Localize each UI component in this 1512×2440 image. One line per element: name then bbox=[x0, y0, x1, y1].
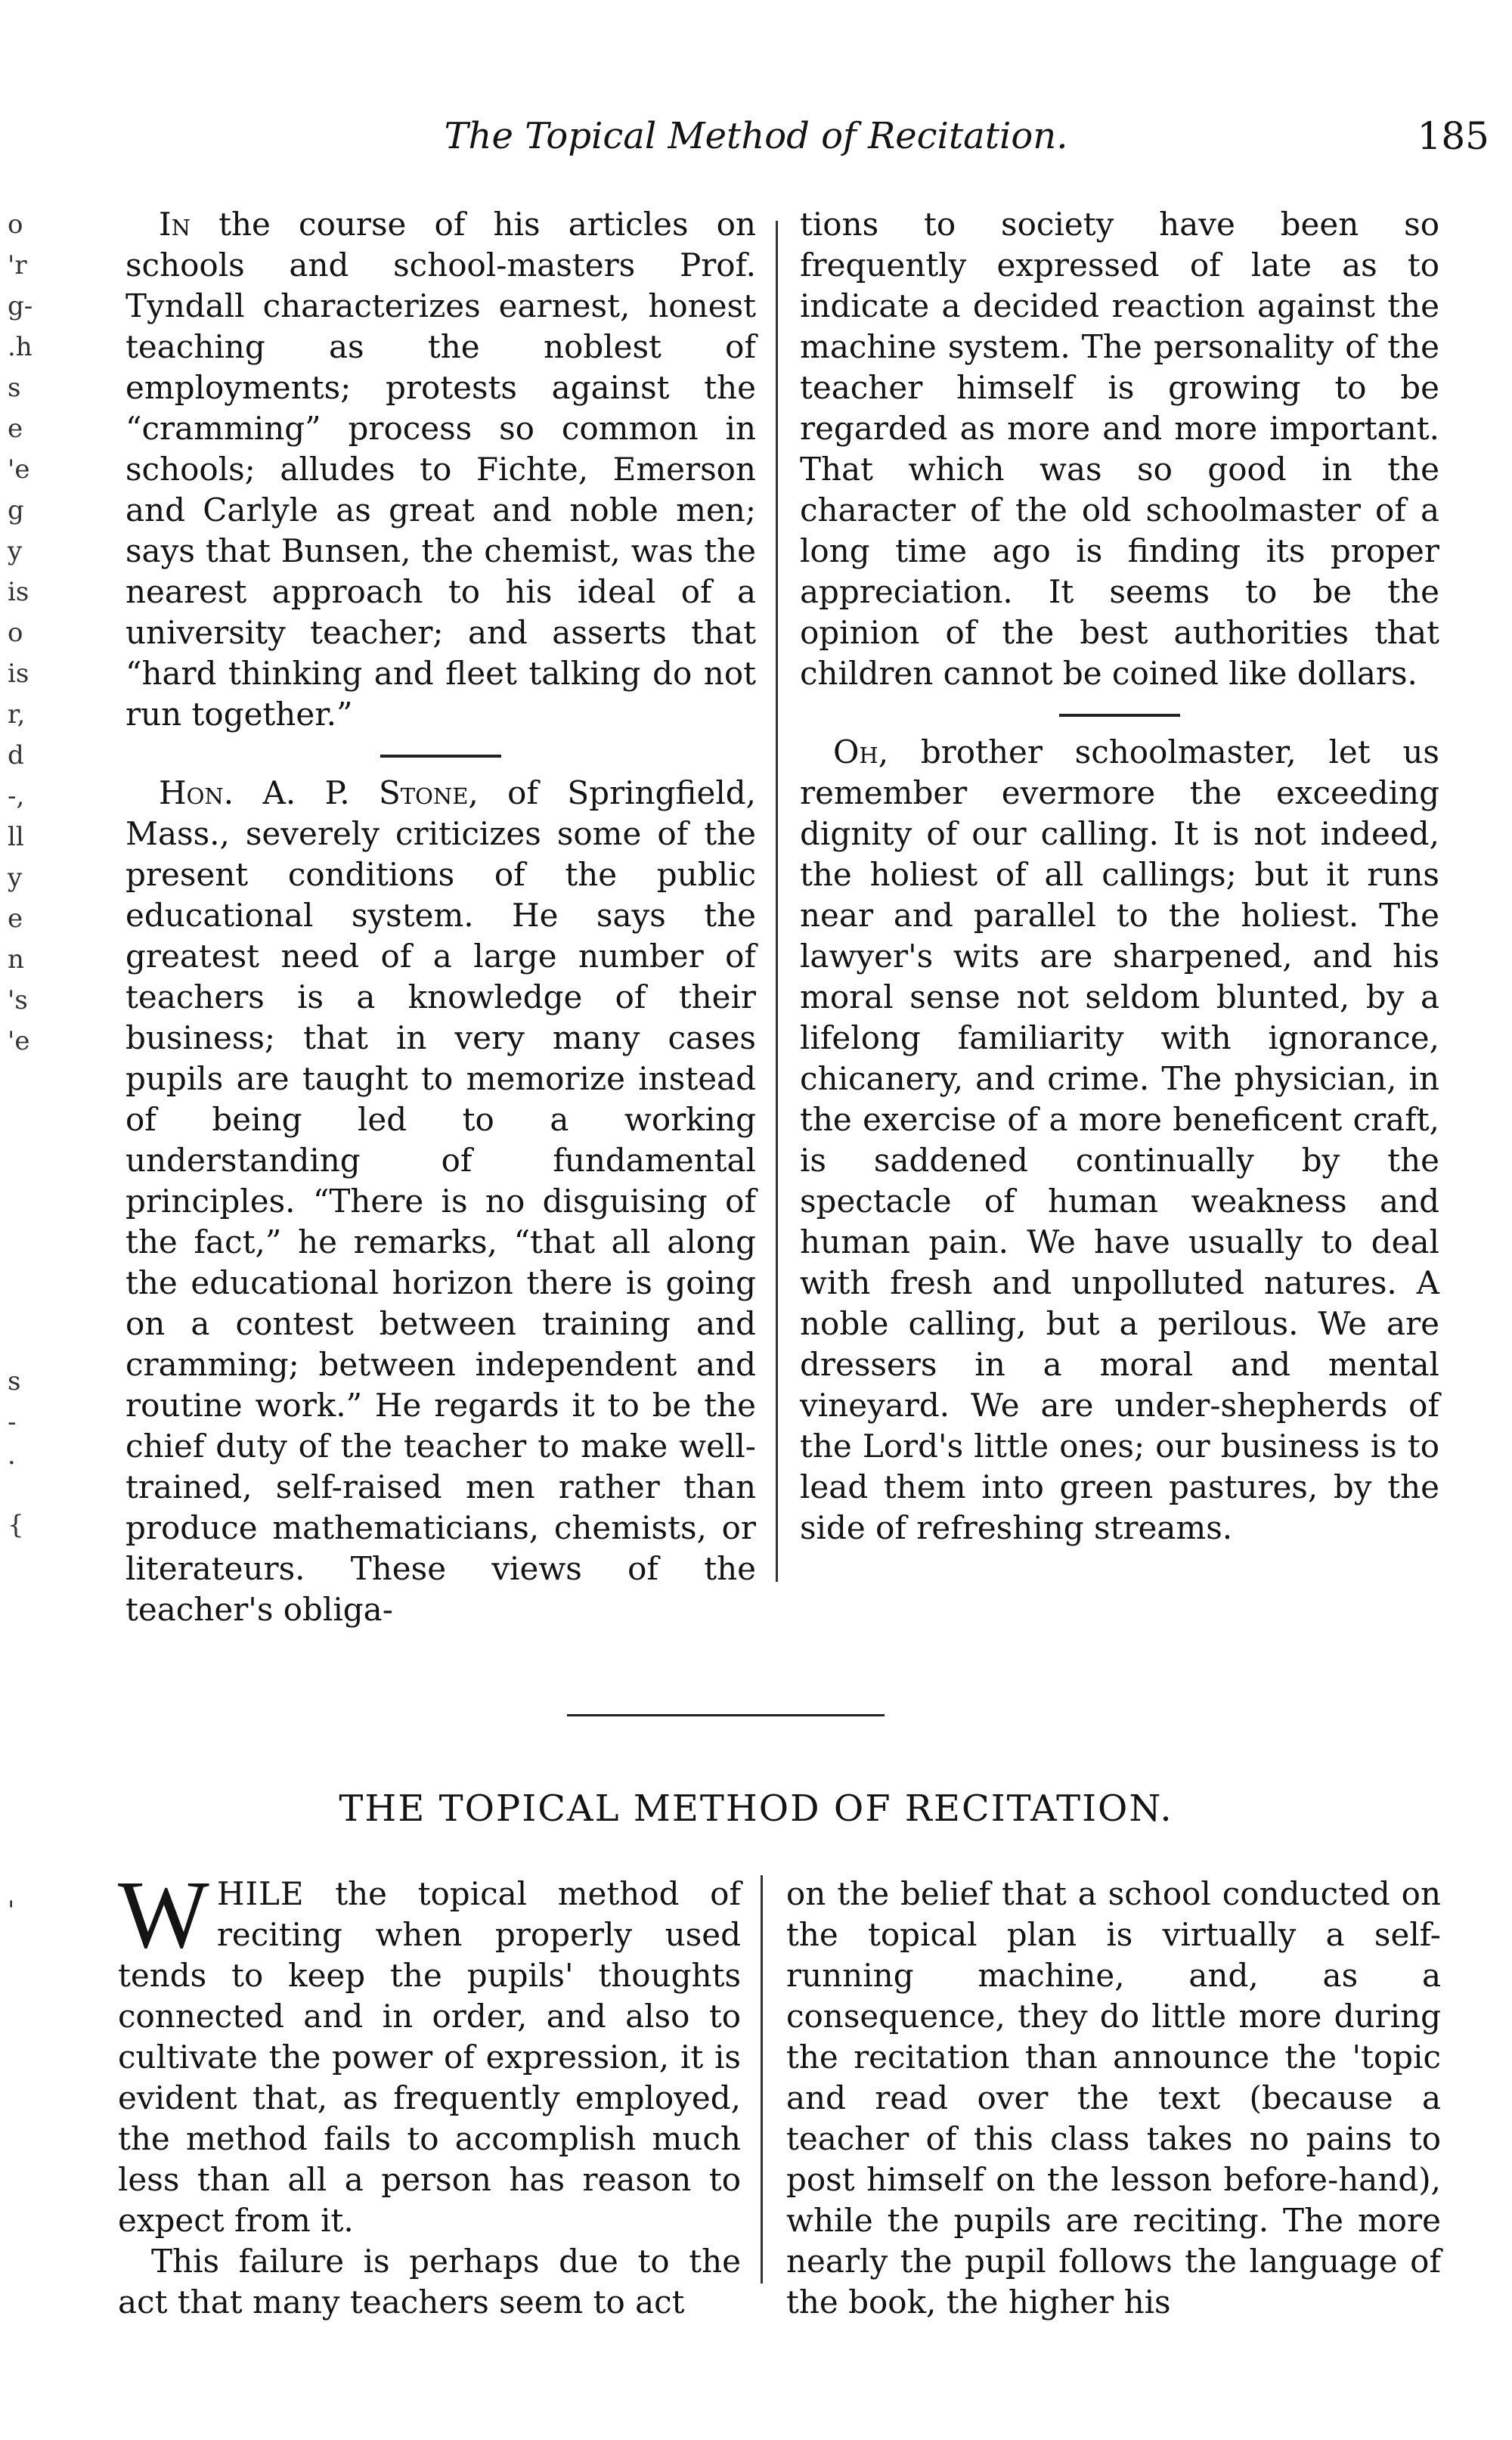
lead-caps: HILE bbox=[216, 1875, 305, 1912]
margin-fragment: · bbox=[8, 1448, 16, 1478]
margin-fragment: g- bbox=[8, 291, 33, 321]
margin-fragment: -, bbox=[8, 781, 25, 811]
margin-fragment: ll bbox=[8, 822, 24, 852]
margin-fragment: 's bbox=[8, 985, 28, 1015]
margin-fragment: y bbox=[8, 863, 23, 893]
margin-fragment: d bbox=[8, 740, 24, 770]
margin-fragment: is bbox=[8, 659, 29, 689]
paragraph bbox=[125, 773, 756, 1630]
margin-fragment: ' bbox=[8, 1896, 15, 1926]
margin-fragment: n bbox=[8, 944, 24, 975]
margin-fragment: e bbox=[8, 904, 23, 934]
lead-name: Hon. A. P. Stone, bbox=[159, 774, 479, 811]
margin-fragment: 'e bbox=[8, 1026, 30, 1056]
lead-word: In bbox=[159, 206, 191, 243]
paragraph-text: the topical method of reciting when properly used tends to keep the pupils' thoughts connected and in order, and also to cultivate the power of expression, it is evident that, as frequently employed, the method fails to accomplish much less than all a person has reason to expect from it. bbox=[118, 1875, 741, 2239]
margin-fragment: .h bbox=[8, 332, 33, 362]
lead-word: Oh, bbox=[833, 733, 889, 770]
column-divider bbox=[761, 1875, 763, 2283]
page-number: 185 bbox=[1417, 114, 1489, 158]
drop-cap: W bbox=[118, 1861, 209, 1968]
margin-fragment: is bbox=[8, 577, 29, 607]
paragraph-text: of Springfield, Mass., severely criticizes some of the present conditions of the public educational system. He says the greatest need of a large number of teachers is a knowledge of their business; that in very many cases pupils are taught to memorize instead of being led to a working understanding of fundamental principles. “There is no disguising of the fact,” he remarks, “that all along the educational horizon there is going on a contest between training and cramming; between independent and routine work.” He regards it to be the chief duty of the teacher to make well-trained, self-raised men rather than produce mathematicians, chemists, or literateurs. These views of the teacher's obliga- bbox=[125, 774, 757, 1628]
article-title: THE TOPICAL METHOD OF RECITATION. bbox=[339, 1787, 1173, 1830]
article-right-column bbox=[786, 1874, 1441, 2323]
margin-fragment: e bbox=[8, 414, 23, 444]
margin-fragment: 'e bbox=[8, 454, 30, 485]
upper-left-column bbox=[125, 204, 756, 1630]
paragraph bbox=[125, 204, 756, 735]
paragraph: tions to society have been so frequently expressed of late as to indicate a decided reaction against the machine system. The personality of the teacher himself is growing to be regarded as more and more important. That which was so good in the character of the old schoolmaster of a long time ago is finding its proper appreciation. It seems to be the opinion of the best authorities that children cannot be coined like dollars. bbox=[800, 206, 1439, 692]
paragraph-text: brother schoolmaster, let us remember evermore the exceeding dignity of our calling. It is not indeed, the holiest of all callings; but it runs near and parallel to the holiest. The lawyer's wits are sharpened, and his moral sense not seldom blunted, by a lifelong familiarity with ignorance, chicanery, and crime. The physician, in the exercise of a more beneficent craft, is saddened continually by the spectacle of human weakness and human pain. We have usually to deal with fresh and unpolluted natures. A noble calling, but a perilous. We are dressers in a moral and mental vineyard. We are under-shepherds of the Lord's little ones; our business is to lead them into green pastures, by the side of refreshing streams. bbox=[800, 733, 1439, 1546]
divider bbox=[1059, 714, 1180, 717]
margin-fragment: y bbox=[8, 536, 23, 566]
margin-fragment: - bbox=[8, 1407, 17, 1437]
paragraph bbox=[800, 732, 1439, 1549]
running-title: The Topical Method of Recitation. bbox=[444, 115, 1068, 157]
margin-fragment: { bbox=[8, 1510, 24, 1540]
divider bbox=[380, 755, 501, 758]
margin-fragment: r, bbox=[8, 699, 26, 730]
paragraph: This failure is perhaps due to the act that many teachers seem to act bbox=[118, 2243, 741, 2321]
margin-fragment: o bbox=[8, 618, 23, 648]
upper-right-column bbox=[800, 204, 1439, 1549]
paragraph: on the belief that a school conducted on the topical plan is virtually a self-running machine, and, as a consequence, they do little more during the recitation than announce the 'topic and read over the text (because a teacher of this class takes no pains to post himself on the lesson before-hand), while the pupils are reciting. The more nearly the pupil follows the language of the book, the higher his bbox=[786, 1875, 1441, 2321]
paragraph-text: the course of his articles on schools and school-masters Prof. Tyndall characterizes earnest, honest teaching as the noblest of employments; protests against the “cramming” process so common in schools; alludes to Fichte, Emerson and Carlyle as great and noble men; says that Bunsen, the chemist, was the nearest approach to his ideal of a university teacher; and asserts that “hard thinking and fleet talking do not run together.” bbox=[125, 206, 756, 733]
column-divider bbox=[776, 221, 778, 1582]
margin-fragment: g bbox=[8, 495, 24, 526]
article-left-column bbox=[118, 1861, 741, 2323]
margin-fragment: 'r bbox=[8, 250, 27, 281]
margin-fragment: s bbox=[8, 373, 21, 403]
section-rule bbox=[567, 1714, 885, 1716]
margin-fragment: o bbox=[8, 209, 23, 240]
margin-fragment: s bbox=[8, 1366, 21, 1397]
paragraph bbox=[118, 1861, 741, 2241]
